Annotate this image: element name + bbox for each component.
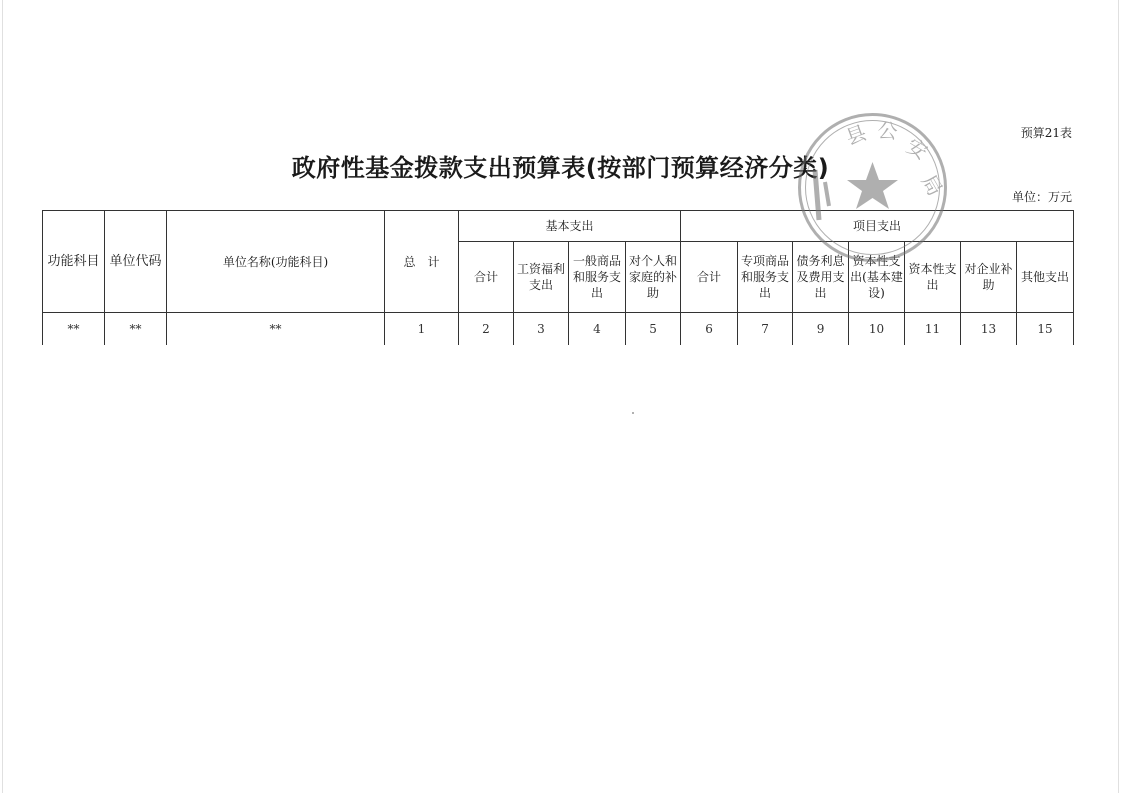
svg-text:安: 安: [902, 133, 932, 165]
table-row: [43, 313, 1074, 346]
cell-function-subject: **: [43, 313, 105, 346]
cell-goods-services: 4: [569, 313, 626, 346]
header-basic-group: 基本支出: [459, 211, 681, 242]
header-personal-subsidy: 对个人和家庭的补助: [626, 242, 681, 313]
header-basic-sum: 合计: [459, 242, 514, 313]
header-project-group: 项目支出: [681, 211, 1074, 242]
cell-capital: 11: [905, 313, 961, 346]
header-other: 其他支出: [1017, 242, 1074, 313]
header-project-sum: 合计: [681, 242, 738, 313]
header-capital: 资本性支出: [905, 242, 961, 313]
header-wages: 工资福利支出: [514, 242, 569, 313]
svg-text:局: 局: [916, 170, 948, 200]
header-total: 总 计: [385, 211, 459, 313]
cell-special-goods: 7: [738, 313, 793, 346]
page-title: 政府性基金拨款支出预算表(按部门预算经济分类): [291, 154, 830, 182]
cell-unit-code: **: [105, 313, 167, 346]
header-debt-interest: 债务利息及费用支出: [793, 242, 849, 313]
header-capital-construction: 资本性支出(基本建设): [849, 242, 905, 313]
header-unit-name: 单位名称(功能科目): [167, 211, 385, 313]
cell-basic-sum: 2: [459, 313, 514, 346]
cell-enterprise-subsidy: 13: [961, 313, 1017, 346]
cell-debt-interest: 9: [793, 313, 849, 346]
budget-table: [42, 210, 1074, 345]
cell-wages: 3: [514, 313, 569, 346]
cell-other: 15: [1017, 313, 1074, 346]
cell-unit-name: **: [167, 313, 385, 346]
form-number: 预算21表: [1020, 126, 1072, 140]
cell-capital-construction: 10: [849, 313, 905, 346]
page-edge-left: [2, 0, 3, 793]
header-unit-code: 单位代码: [105, 211, 167, 313]
unit-label: 单位：万元: [1011, 190, 1072, 204]
svg-text:公: 公: [876, 118, 899, 144]
header-enterprise-subsidy: 对企业补助: [961, 242, 1017, 313]
cell-personal-subsidy: 5: [626, 313, 681, 346]
header-special-goods: 专项商品和服务支出: [738, 242, 793, 313]
page-edge-right: [1118, 0, 1119, 793]
svg-text:县: 县: [842, 120, 870, 150]
header-function-subject: 功能科目: [43, 211, 105, 313]
cell-total: 1: [385, 313, 459, 346]
header-goods-services: 一般商品和服务支出: [569, 242, 626, 313]
cell-project-sum: 6: [681, 313, 738, 346]
scan-speck: [632, 412, 634, 414]
